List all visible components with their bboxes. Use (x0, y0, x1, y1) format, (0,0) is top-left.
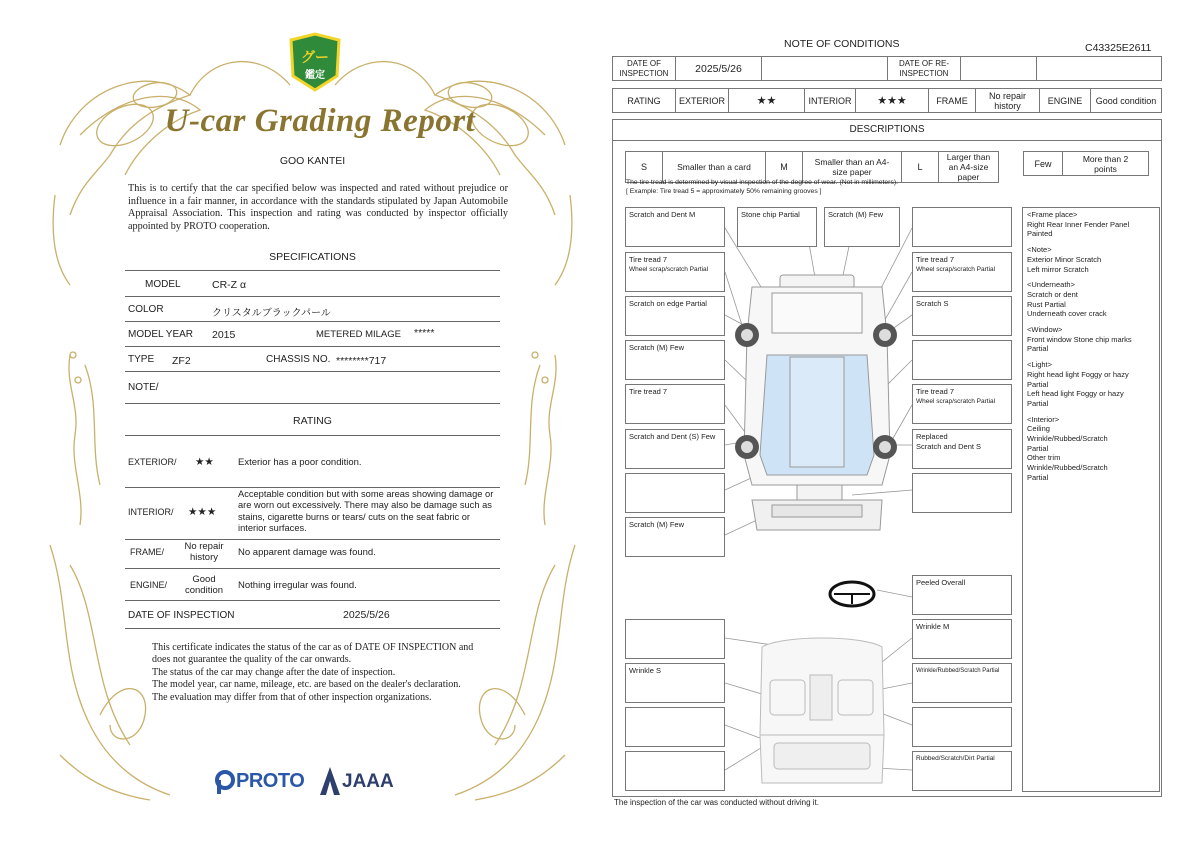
desc-line: Scratch or dent (1027, 289, 1078, 299)
desc-line: Wrinkle/Rubbed/Scratch (1027, 463, 1108, 473)
desc-line: Partial (1027, 443, 1049, 453)
descriptions-panel (1022, 207, 1160, 792)
damage-text: Stone chip Partial (741, 210, 800, 219)
damage-box (625, 473, 725, 513)
desc-line: Exterior Minor Scratch (1027, 254, 1102, 264)
divider (125, 270, 500, 271)
engine-label: ENGINE (1040, 89, 1091, 113)
specifications-heading: SPECIFICATIONS (269, 251, 356, 263)
damage-text: Scratch and Dent S (916, 442, 982, 451)
frame-label: FRAME (929, 89, 976, 113)
desc-group-note (1027, 245, 1155, 274)
damage-box (625, 663, 725, 703)
engine-value: Good condition (1091, 89, 1162, 113)
legend-l: L (902, 152, 939, 183)
damage-box (625, 707, 725, 747)
damage-text: Scratch (M) Few (828, 210, 884, 219)
desc-line: Painted (1027, 229, 1053, 239)
notice-line: This certificate indicates the status of the car as of DATE OF INSPECTION and does not guarantee the quality of the car onwards. (152, 642, 474, 666)
divider (125, 403, 500, 404)
damage-box (912, 384, 1012, 424)
legend-l-desc: Larger than an A4-size paper (939, 152, 999, 183)
model-value: CR-Z α (212, 279, 247, 291)
legend-m-desc: Smaller than an A4-size paper (803, 152, 902, 183)
damage-box (625, 252, 725, 292)
damage-text: Scratch and Dent M (629, 210, 696, 219)
legend-few-desc: More than 2 points (1063, 152, 1149, 176)
model-label: MODEL (145, 279, 181, 290)
date-inspection-value: 2025/5/26 (676, 57, 762, 81)
interior-label: INTERIOR (805, 89, 856, 113)
sponsor-logos (210, 767, 430, 799)
divider (125, 296, 500, 297)
footer-note: The inspection of the car was conducted without driving it. (614, 798, 819, 807)
note-of-conditions (612, 35, 1164, 805)
desc-group-underneath (1027, 280, 1155, 319)
damage-box (912, 296, 1012, 336)
damage-text: Scratch (M) Few (629, 343, 685, 352)
damage-text: Wrinkle/Rubbed/Scratch Partial (916, 668, 1000, 674)
desc-line: Right Rear Inner Fender Panel (1027, 219, 1130, 229)
steering-wheel-icon (830, 582, 874, 606)
interior-value: ★★★ (856, 89, 929, 113)
legend-s: S (626, 152, 663, 183)
divider (125, 371, 500, 372)
damage-box (737, 207, 817, 247)
color-value: クリスタルブラックパール (212, 308, 331, 319)
exterior-description: Exterior has a poor condition. (238, 457, 362, 468)
exterior-stars: ★★ (195, 456, 214, 468)
tire-example: [ Example: Tire tread 5 = approximately 50% remaining grooves ] (626, 188, 822, 195)
svg-text:グー: グー (301, 50, 329, 66)
desc-line: Ceiling (1027, 424, 1050, 434)
rating-heading: RATING (293, 415, 332, 427)
descriptions-heading: DESCRIPTIONS (612, 119, 1162, 141)
damage-text: Rubbed/Scratch/Dirt Partial (916, 755, 995, 762)
date-reinspection-label: DATE OF RE-INSPECTION (888, 57, 961, 81)
damage-box (912, 429, 1012, 469)
exterior-label: EXTERIOR (676, 89, 729, 113)
engine-label: ENGINE/ (130, 580, 168, 590)
notice-line: The evaluation may differ from that of other inspection organizations. (152, 691, 432, 703)
damage-text: Wrinkle S (629, 666, 661, 675)
svg-text:鑑定: 鑑定 (305, 70, 325, 81)
damage-box (912, 707, 1012, 747)
damage-text: Scratch (M) Few (629, 520, 685, 529)
damage-text: Scratch S (916, 299, 949, 308)
model-year-value: 2015 (212, 329, 236, 341)
legend-s-desc: Smaller than a card (663, 152, 766, 183)
damage-box (625, 619, 725, 659)
desc-group-frame (1027, 210, 1155, 239)
type-label: TYPE (128, 354, 155, 365)
divider (125, 321, 500, 322)
notice-line: The status of the car may change after the date of inspection. (152, 666, 396, 678)
desc-head: <Interior> (1027, 414, 1060, 424)
divider (125, 628, 500, 629)
interior-description: Acceptable condition but with some areas showing damage or are worn out excessively. There may also be damage such as stains, cigarette burns or tears/ cuts on the seat fabric or interior surfaces. (238, 489, 494, 534)
damage-text: Wrinkle M (916, 622, 950, 631)
divider (125, 435, 500, 436)
divider (125, 539, 500, 540)
damage-box (912, 619, 1012, 659)
desc-head: <Window> (1027, 325, 1063, 335)
date-of-inspection-value: 2025/5/26 (343, 609, 390, 621)
desc-group-interior (1027, 415, 1155, 483)
damage-text: Scratch on edge Partial (629, 299, 707, 308)
desc-group-light (1027, 360, 1155, 409)
interior-stars: ★★★ (188, 506, 217, 518)
desc-line: Partial (1027, 472, 1049, 482)
damage-box (625, 751, 725, 791)
desc-head: <Underneath> (1027, 280, 1075, 290)
model-year-label: MODEL YEAR (128, 329, 194, 340)
engine-value: Good condition (184, 574, 224, 596)
desc-group-window (1027, 325, 1155, 354)
note-title: NOTE OF CONDITIONS (784, 38, 900, 50)
damage-box (912, 575, 1012, 615)
damage-subtext: Wheel scrap/scratch Partial (629, 266, 709, 273)
chassis-value: ********717 (336, 355, 387, 367)
desc-line: Partial (1027, 344, 1049, 354)
damage-subtext: Wheel scrap/scratch Partial (916, 398, 996, 405)
interior-label: INTERIOR/ (128, 507, 174, 517)
damage-text: Tire tread 7 (916, 255, 955, 264)
tire-note: The tire tread is determined by visual inspection of the degree of wear. (Not in millimeters). (626, 179, 898, 186)
chassis-label: CHASSIS NO. (266, 354, 331, 365)
damage-box (625, 296, 725, 336)
damage-text: Tire tread 7 (629, 387, 668, 396)
desc-line: Wrinkle/Rubbed/Scratch (1027, 434, 1108, 444)
damage-text: Peeled Overall (916, 578, 966, 587)
damage-text: Replaced (916, 432, 948, 441)
desc-head: <Note> (1027, 245, 1052, 255)
rating-label: RATING (613, 89, 676, 113)
exterior-label: EXTERIOR/ (128, 457, 177, 467)
damage-box (912, 207, 1012, 247)
divider (125, 346, 500, 347)
certify-statement: This is to certify that the car specified below was inspected and rated without prejudice or influence in a fair manner, in accordance with the standards stipulated by Japan Automobile Appraisal Association. This inspection and rating was conducted by inspector officially appointed by PROTO cooperation. (128, 183, 508, 232)
engine-description: Nothing irregular was found. (238, 580, 357, 591)
divider (125, 568, 500, 569)
desc-line: Other trim (1027, 453, 1061, 463)
notice-line: The model year, car name, mileage, etc. are based on the dealer's declaration. (152, 679, 461, 691)
desc-line: Partial (1027, 379, 1049, 389)
damage-box (912, 751, 1012, 791)
damage-box (912, 252, 1012, 292)
frame-value: No repair history (184, 541, 224, 563)
damage-text: Tire tread 7 (916, 387, 955, 396)
color-label: COLOR (128, 304, 164, 315)
damage-subtext: Wheel scrap/scratch Partial (916, 266, 996, 273)
note-label: NOTE/ (128, 382, 159, 393)
desc-line: Left head light Foggy or hazy (1027, 389, 1124, 399)
damage-box (625, 517, 725, 557)
date-of-inspection-label: DATE OF INSPECTION (128, 610, 235, 621)
goo-kantei-badge (287, 32, 343, 94)
damage-box (625, 340, 725, 380)
mileage-value: ***** (414, 327, 435, 339)
certificate-notice (152, 642, 482, 704)
desc-line: Front window Stone chip marks (1027, 334, 1132, 344)
proto-logo-icon (214, 769, 236, 795)
legend-m: M (766, 152, 803, 183)
damage-box (625, 429, 725, 469)
frame-value: No repair history (976, 89, 1040, 113)
jaaa-logo-icon (320, 767, 340, 795)
desc-line: Rust Partial (1027, 299, 1066, 309)
damage-text: Tire tread 7 (629, 255, 668, 264)
divider (125, 487, 500, 488)
frame-label: FRAME/ (130, 547, 165, 557)
mileage-label: METERED MILAGE (316, 329, 401, 340)
desc-head: <Frame place> (1027, 210, 1078, 219)
divider (125, 600, 500, 601)
grading-certificate (40, 25, 585, 825)
frame-description: No apparent damage was found. (238, 547, 376, 558)
desc-line: Partial (1027, 398, 1049, 408)
desc-line: Underneath cover crack (1027, 309, 1107, 319)
legend-few: Few (1024, 152, 1063, 176)
type-value: ZF2 (172, 355, 191, 367)
jaaa-logo: JAAA (342, 771, 394, 792)
report-id: C43325E2611 (1085, 42, 1152, 54)
exterior-value: ★★ (729, 89, 805, 113)
damage-box (824, 207, 900, 247)
damage-box (625, 207, 725, 247)
report-title: U-car Grading Report (164, 103, 476, 139)
report-subtitle: GOO KANTEI (279, 155, 346, 167)
damage-text: Scratch and Dent (S) Few (629, 432, 716, 441)
damage-box (912, 340, 1012, 380)
damage-box (912, 663, 1012, 703)
damage-box (912, 473, 1012, 513)
desc-line: Right head light Foggy or hazy (1027, 369, 1129, 379)
date-inspection-label: DATE OF INSPECTION (613, 57, 676, 81)
damage-box (625, 384, 725, 424)
desc-head: <Light> (1027, 360, 1053, 370)
proto-logo: PROTO (236, 770, 305, 792)
desc-line: Left mirror Scratch (1027, 264, 1089, 274)
